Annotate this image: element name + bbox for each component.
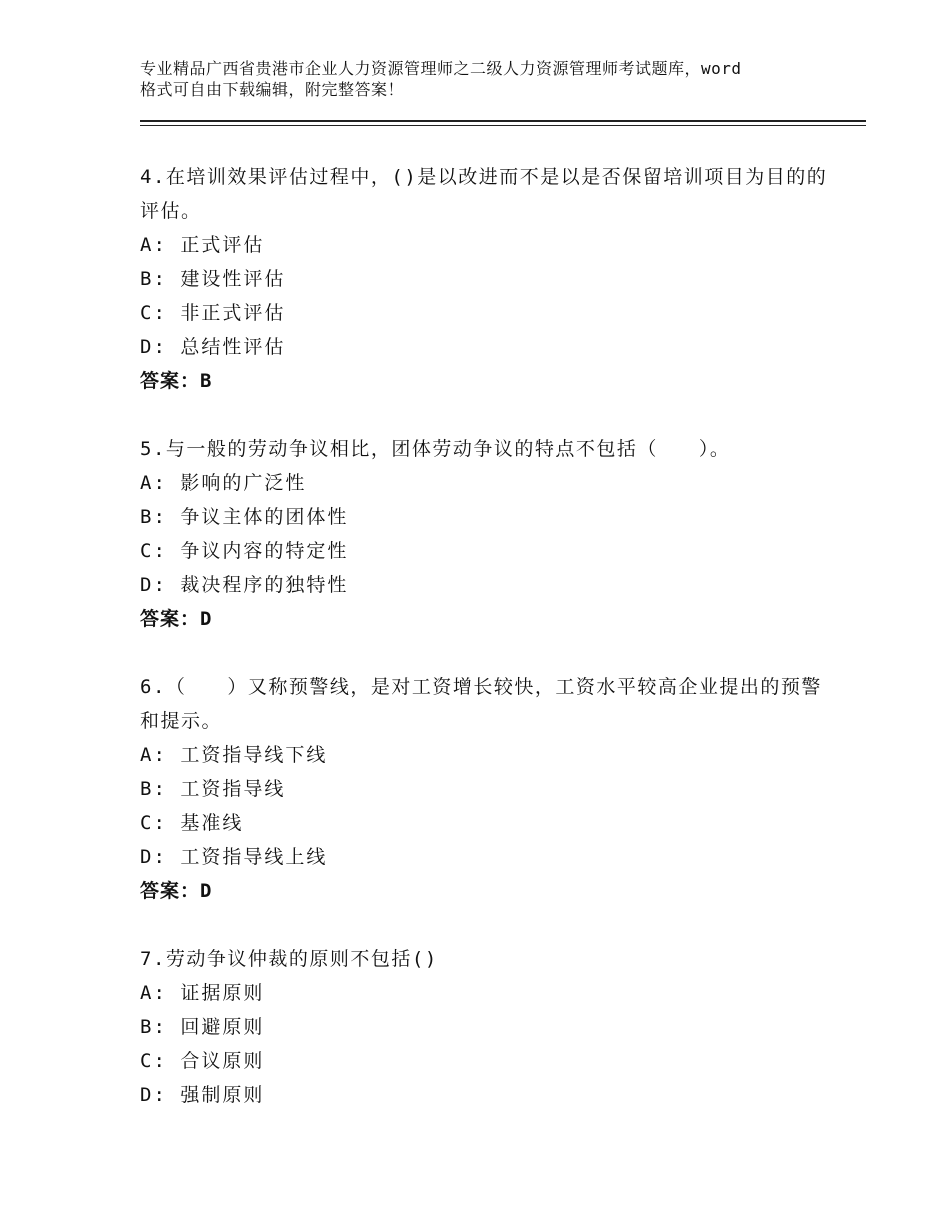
- question-5: [140, 432, 840, 636]
- question-text: 4.在培训效果评估过程中，()是以改进而不是以是否保留培训项目为目的的评估。: [140, 166, 828, 222]
- option-c: C: 争议内容的特定性: [140, 540, 349, 562]
- option-c: C: 非正式评估: [140, 302, 286, 324]
- header-line-2: 格式可自由下载编辑，附完整答案！: [140, 80, 405, 99]
- header-line-1: 专业精品广西省贵港市企业人力资源管理师之二级人力资源管理师考试题库，word: [140, 59, 742, 78]
- answer-label: 答案：D: [140, 880, 213, 902]
- option-d: D: 裁决程序的独特性: [140, 574, 349, 596]
- question-7: [140, 942, 840, 1112]
- option-c: C: 合议原则: [140, 1050, 265, 1072]
- question-text: 6.（ ）又称预警线，是对工资增长较快，工资水平较高企业提出的预警和提示。: [140, 676, 822, 732]
- spacer: [140, 636, 840, 670]
- question-4: [140, 160, 840, 398]
- header-divider-thick: [140, 120, 866, 122]
- header-divider-thin: [140, 125, 866, 126]
- option-b: B: 工资指导线: [140, 778, 286, 800]
- document-header: [140, 58, 830, 100]
- answer-label: 答案：B: [140, 370, 213, 392]
- question-list: [140, 160, 840, 1112]
- question-text: 5.与一般的劳动争议相比，团体劳动争议的特点不包括（ ）。: [140, 438, 731, 460]
- answer-label: 答案：D: [140, 608, 213, 630]
- option-a: A: 证据原则: [140, 982, 265, 1004]
- spacer: [140, 908, 840, 942]
- option-d: D: 工资指导线上线: [140, 846, 328, 868]
- question-6: [140, 670, 840, 908]
- spacer: [140, 398, 840, 432]
- option-a: A: 正式评估: [140, 234, 265, 256]
- question-text: 7.劳动争议仲裁的原则不包括(): [140, 948, 438, 970]
- option-a: A: 工资指导线下线: [140, 744, 328, 766]
- option-d: D: 强制原则: [140, 1084, 265, 1106]
- option-a: A: 影响的广泛性: [140, 472, 307, 494]
- option-b: B: 争议主体的团体性: [140, 506, 349, 528]
- option-c: C: 基准线: [140, 812, 244, 834]
- option-b: B: 回避原则: [140, 1016, 265, 1038]
- option-b: B: 建设性评估: [140, 268, 286, 290]
- option-d: D: 总结性评估: [140, 336, 286, 358]
